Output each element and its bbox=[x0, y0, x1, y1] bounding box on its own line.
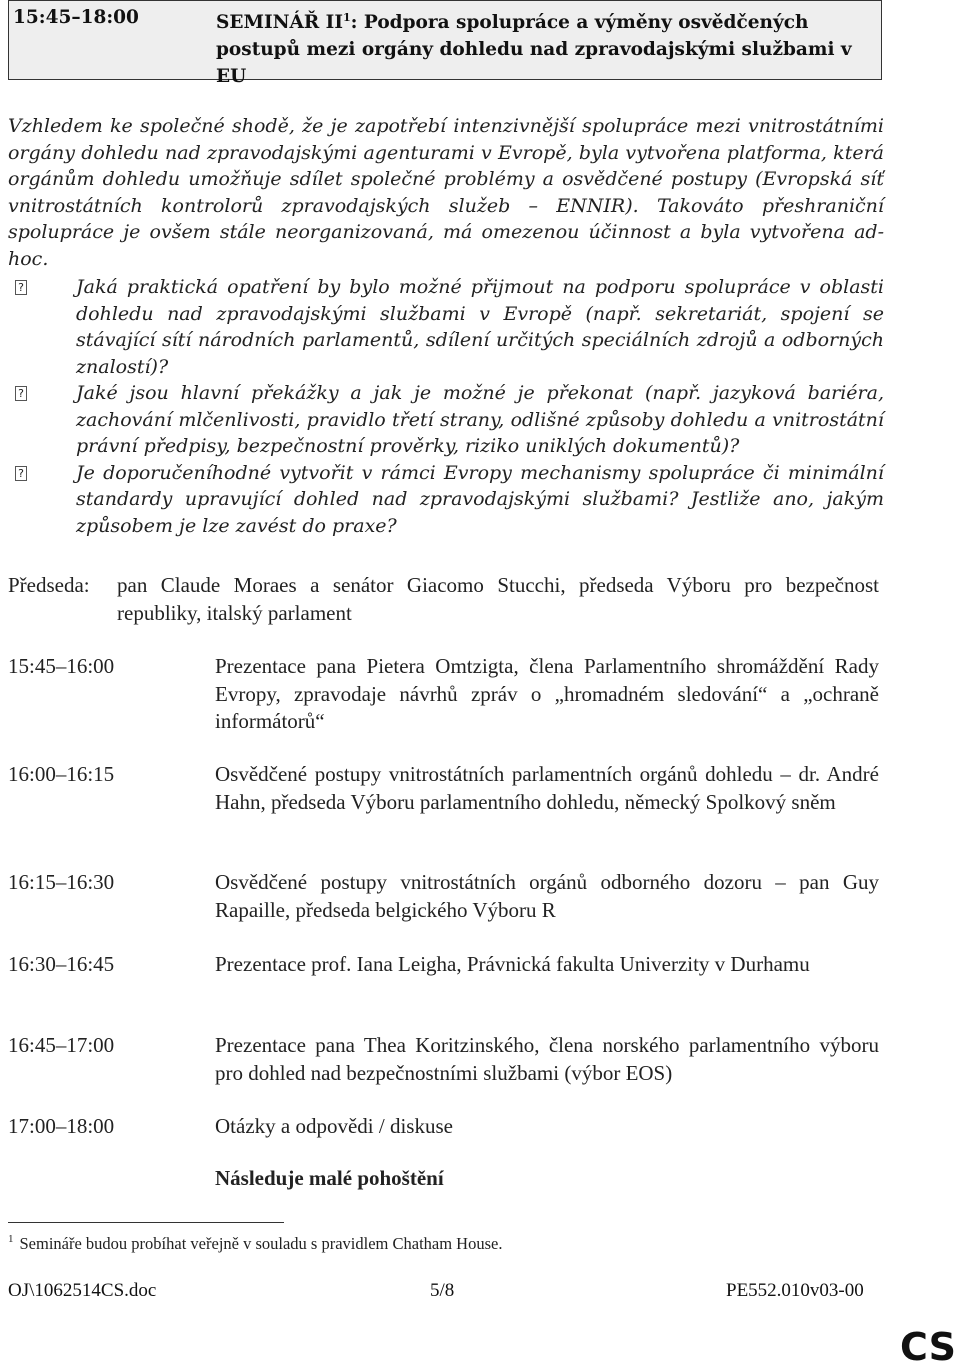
schedule-time: 15:45–16:00 bbox=[8, 654, 115, 678]
schedule-time: 16:45–17:00 bbox=[8, 1033, 115, 1057]
footer-page-number: 5/8 bbox=[430, 1280, 455, 1301]
question-item bbox=[8, 274, 884, 380]
missing-glyph-icon: ? bbox=[15, 280, 27, 295]
schedule-time: 16:15–16:30 bbox=[8, 870, 115, 894]
question-item bbox=[8, 460, 884, 540]
chair-label: Předseda: bbox=[8, 573, 90, 597]
footer-doc-ref: OJ\1062514CS.doc bbox=[8, 1280, 157, 1301]
schedule-text: Osvědčené postupy vnitrostátních parlamentních orgánů dohledu – dr. André Hahn, předseda Výboru parlamentního dohledu, německý Spolkový sněm bbox=[215, 762, 879, 814]
schedule-text: Osvědčené postupy vnitrostátních orgánů odborného dozoru – pan Guy Rapaille, předseda belgického Výboru R bbox=[215, 870, 879, 922]
schedule-text: Otázky a odpovědi / diskuse bbox=[215, 1114, 453, 1138]
missing-glyph-icon: ? bbox=[15, 466, 27, 481]
schedule-text: Prezentace prof. Iana Leigha, Právnická fakulta Univerzity v Durhamu bbox=[215, 952, 810, 976]
footnote-mark: 1 bbox=[8, 1233, 14, 1245]
intro-paragraph: Vzhledem ke společné shodě, že je zapotřebí intenzivnější spolupráce mezi vnitrostátními orgány dohledu nad zpravodajskými agenturami v Evropě, byla vytvořena platforma, která orgánům dohledu umožňuje sdílet společné problémy a osvědčené postupy (Evropská síť vnitrostátních kontrolorů zpravodajských služeb – ENNIR). Takováto přeshraniční spolupráce je ovšem stále neorganizovaná, má omezenou účinnost a byla vytvořena ad-hoc. bbox=[8, 115, 884, 270]
seminar-title-main: SEMINÁŘ II bbox=[216, 12, 343, 34]
seminar-title-rest: : Podpora spolupráce a výměny osvědčených postupů mezi orgány dohledu nad zpravodajskými službami v EU bbox=[216, 12, 852, 88]
closing-note: Následuje malé pohoštění bbox=[215, 1166, 444, 1190]
seminar-header bbox=[8, 0, 882, 88]
question-item bbox=[8, 380, 884, 460]
missing-glyph-icon: ? bbox=[15, 386, 27, 401]
schedule-time: 16:30–16:45 bbox=[8, 952, 115, 976]
question-text: Jaká praktická opatření by bylo možné přijmout na podporu spolupráce v oblasti dohledu nad zpravodajskými službami v Evropě (např. sekretariát, spojení se stávající sítí národních parlamentů, sdílení určitých speciálních zdrojů a odborných znalostí)? bbox=[76, 276, 884, 378]
footnote-text: Semináře budou probíhat veřejně v souladu s pravidlem Chatham House. bbox=[19, 1234, 503, 1253]
question-list bbox=[8, 274, 884, 539]
schedule-text: Prezentace pana Thea Koritzinského, člena norského parlamentního výboru pro dohled nad bezpečnostními službami (výbor EOS) bbox=[215, 1033, 879, 1085]
footnote bbox=[8, 1233, 502, 1254]
question-text: Jaké jsou hlavní překážky a jak je možné je překonat (např. jazyková bariéra, zachování mlčenlivosti, pravidlo třetí strany, odlišné způsoby dohledu a vnitrostátní právní předpisy, bezpečnostní prověrky, riziko uniklých dokumentů)? bbox=[76, 382, 884, 457]
schedule-time: 17:00–18:00 bbox=[8, 1114, 115, 1138]
seminar-title bbox=[216, 4, 876, 90]
language-code: CS bbox=[900, 1325, 956, 1369]
footnote-divider bbox=[8, 1222, 284, 1223]
seminar-time: 15:45–18:00 bbox=[13, 7, 139, 28]
chair-text: pan Claude Moraes a senátor Giacomo Stucchi, předseda Výboru pro bezpečnost republiky, italský parlament bbox=[117, 573, 879, 625]
schedule-text: Prezentace pana Pietera Omtzigta, člena Parlamentního shromáždění Rady Evropy, zpravodaje návrhů zpráv o „hromadném sledování“ a „ochraně informátorů“ bbox=[215, 654, 879, 733]
footer-pe-ref: PE552.010v03-00 bbox=[726, 1280, 864, 1301]
schedule-time: 16:00–16:15 bbox=[8, 762, 115, 786]
question-text: Je doporučeníhodné vytvořit v rámci Evropy mechanismy spolupráce či minimální standardy upravující dohled nad zpravodajskými službami? Jestliže ano, jakým způsobem je lze zavést do praxe? bbox=[76, 461, 884, 537]
footnote-ref[interactable]: 1 bbox=[342, 11, 351, 24]
